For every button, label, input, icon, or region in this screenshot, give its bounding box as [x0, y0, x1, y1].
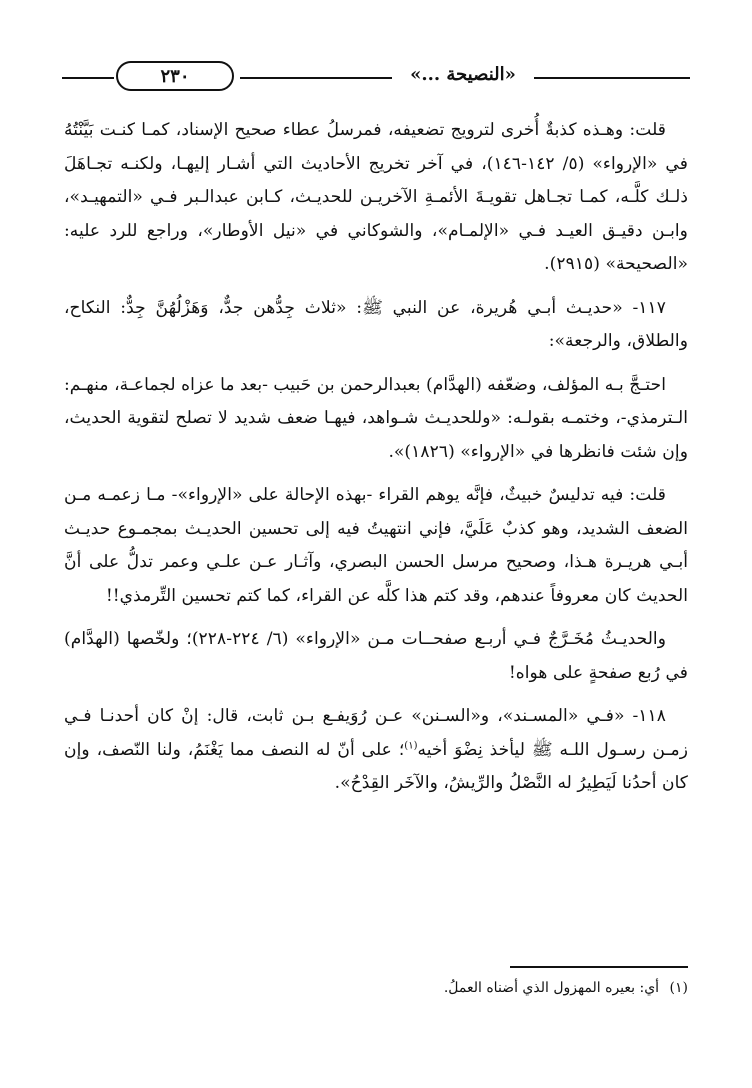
paragraph-reply-1: قلت: وهـذه كذبةٌ أُخرى لترويج تضعيفه، فمرسلُ عطاء صحيح الإسناد، كمـا كنـت بَيَّنْتُهُ في «الإرواء» (٥/ ١٤٢-١٤٦)، في آخر تخريج الأحاديث التي أشـار إليهـا، ولكنـه تجـاهَلَ ذلـك كلَّـه، كمـا تجـاهل تقويـةَ الأئمـةِ الآخريـن للحديـث، كـابن عبدالـبر فـي «التمهيـد»، وابـن دقيـق العيـد فـي «الإلمـام»، والشوكاني في «نيل الأوطار»، وراجع للرد عليه: «الصحيحة» (٢٩١٥).	[64, 120, 688, 274]
header-rule-left	[62, 77, 114, 79]
header-rule-right	[534, 77, 690, 79]
footnote	[64, 976, 688, 1000]
paragraph-reply-2: قلت: فيه تدليسٌ خبيثٌ، فإنَّه يوهم القراء -بهذه الإحالة على «الإرواء»- مـا زعمـه مـن الضعف الشديد، وهو كذبٌ عَلَيَّ، فإني انتهيتُ فيه إلى تحسين الحديـث بمجمـوع حديـث أبـي هريـرة هـذا، وصحيح مرسل الحسن البصري، وآثـار عـن علـي وعمر تدلُّ على أنَّ الحديث كان معروفاً عندهم، وقد كتم هذا كلَّه عن القراء، كما كتم تحسين التِّرمذي!!	[64, 485, 688, 606]
paragraph-hadith-118	[64, 700, 688, 801]
hadith-118-text-start: ١١٨- «فـي «المسـند»، و«السـنن» عـن رُوَيفـع بـن ثابت، قال: إنْ كان أحدنـا فـي زمـن رسـول اللـه ﷺ ليأخذ نِضْوَ أخيه	[64, 706, 688, 760]
hadith-118-text-end: ؛ على أنّ له النصف مما يَغْنَمُ، ولنا النّصف، وإن كان أحدُنا لَيَطِيرُ له النَّصْلُ والرِّيشُ، والآخَر القِدْحُ».	[64, 739, 688, 793]
running-title: «النصيحة ...»	[410, 64, 516, 85]
footnote-separator	[510, 966, 688, 968]
body-text	[64, 114, 688, 801]
footnote-reference: (١)	[404, 739, 418, 751]
page-number: ٢٣٠	[116, 61, 234, 91]
paragraph-author-evidence: احتـجَّ بـه المؤلف، وضعّفه (الهدَّام) بعبدالرحمن بن حَبيب -بعد ما عزاه لجماعـة، منهـم: الـترمذي-، وختمـه بقولـه: «وللحديـث شـواهد، فيهـا ضعف شديد لا تصلح لتقوية الحديث، وإن شئت فانظرها في «الإرواء» (١٨٢٦)».	[64, 374, 688, 462]
paragraph-hadith-117: ١١٧- «حديـث أبـي هُريرة، عن النبي ﷺ: «ثلاث جِدُّهن جدٌّ، وَهَزْلُهُنَّ جِدٌّ: النكاح، والطلاق، والرجعة»:	[64, 297, 688, 351]
header-rule-middle	[240, 77, 392, 79]
paragraph-summary: والحديـثُ مُخَـرَّجٌ فـي أربـع صفحــات مـن «الإرواء» (٦/ ٢٢٤-٢٢٨)؛ ولخّصها (الهدَّام) في رُبع صفحةٍ على هواه!	[64, 629, 688, 683]
footnote-text: أي: بعيره المهزول الذي أضناه العملُ.	[443, 980, 660, 996]
footnote-number: (١)	[669, 980, 688, 996]
page-header	[62, 60, 690, 94]
